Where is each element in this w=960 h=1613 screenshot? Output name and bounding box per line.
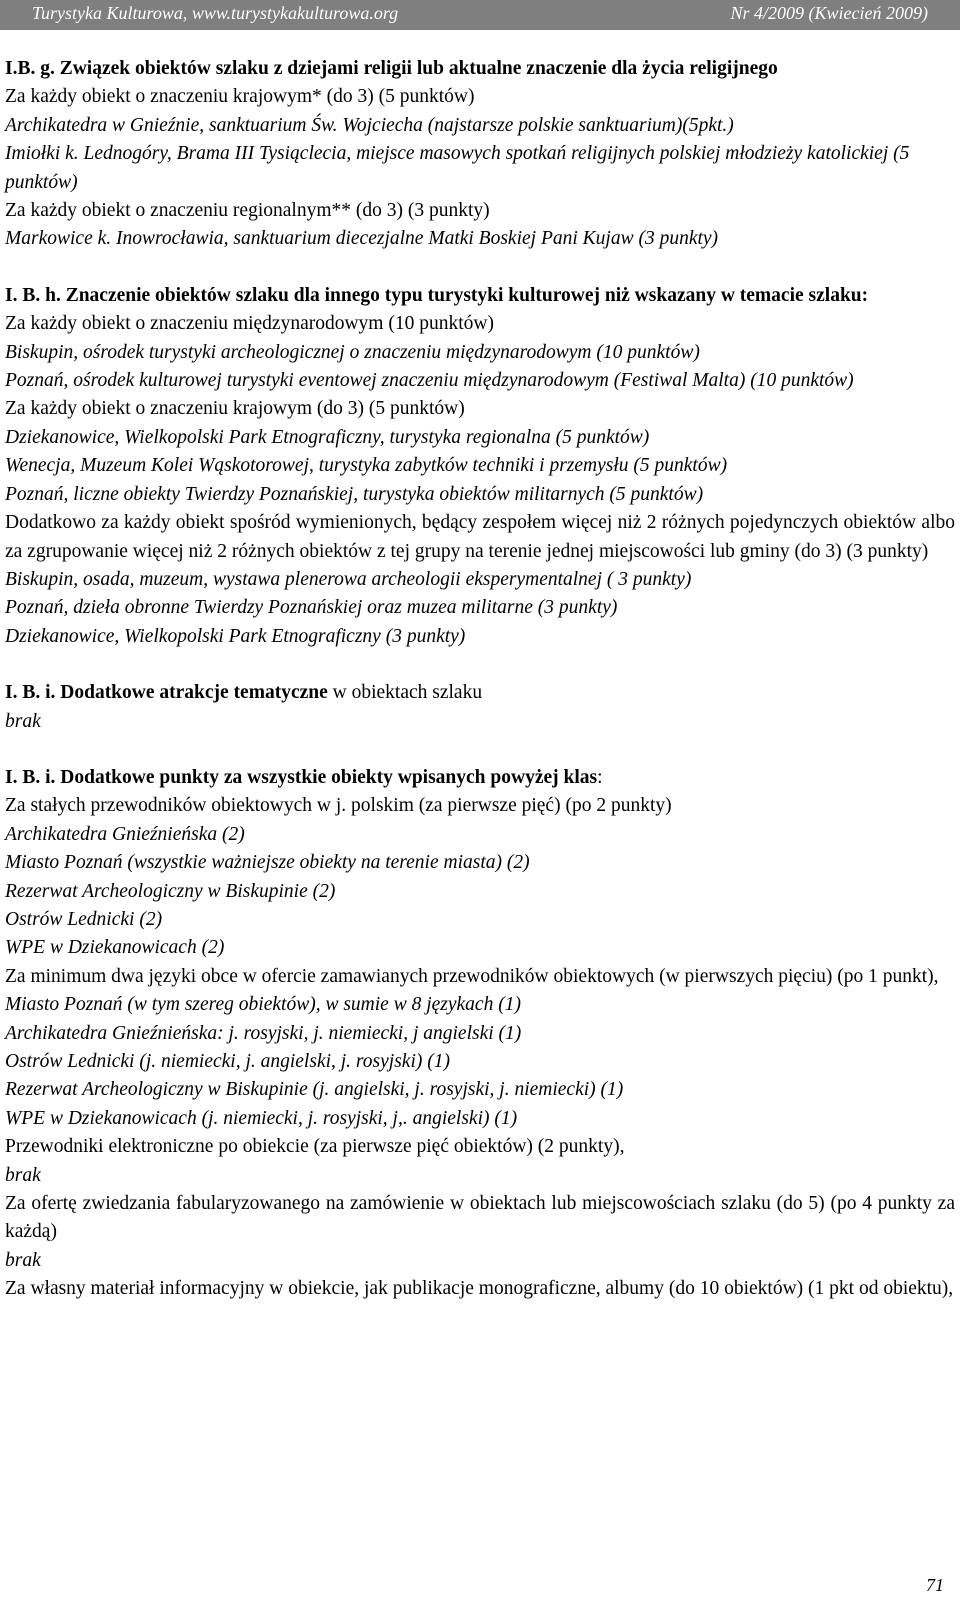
- example-line: Miasto Poznań (wszystkie ważniejsze obiekty na terenie miasta) (2): [5, 852, 530, 874]
- journal-title: Turystyka Kulturowa, www.turystykakulturowa.org: [32, 3, 399, 23]
- issue-number: Nr 4/2009 (Kwiecień 2009): [730, 3, 928, 23]
- example-line: Rezerwat Archeologiczny w Biskupinie (j. angielski, j. rosyjski, j. niemiecki) (1): [5, 1079, 624, 1101]
- example-line: Archikatedra w Gnieźnie, sanktuarium Św. Wojciecha (najstarsze polskie sanktuarium)(5pkt.): [5, 114, 734, 136]
- section-g-heading: I.B. g. Związek obiektów szlaku z dziejami religii lub aktualne znaczenie dla życia religijnego: [5, 58, 778, 79]
- criterion-line: Za stałych przewodników obiektowych w j. polskim (za pierwsze pięć) (po 2 punkty): [5, 795, 672, 817]
- section-h-heading: I. B. h. Znaczenie obiektów szlaku dla innego typu turystyki kulturowej niż wskazany w temacie szlaku:: [5, 284, 869, 306]
- example-line: brak: [5, 710, 41, 732]
- page-number: 71: [926, 1575, 944, 1595]
- example-line: Dziekanowice, Wielkopolski Park Etnograficzny (3 punkty): [5, 625, 466, 647]
- example-line: Poznań, ośrodek kulturowej turystyki eventowej znaczeniu międzynarodowym (Festiwal Malta) (10 punktów): [5, 370, 854, 392]
- running-header: [0, 0, 960, 30]
- criterion-line: Za każdy obiekt o znaczeniu krajowym* (do 3) (5 punktów): [5, 86, 475, 108]
- section-i-heading: [5, 679, 955, 707]
- criterion-line: Za ofertę zwiedzania fabularyzowanego na zamówienie w obiektach lub miejscowościach szlaku (do 5) (po 4 punkty za każdą): [5, 1193, 955, 1243]
- example-line: Poznań, liczne obiekty Twierdzy Poznańskiej, turystyka obiektów militarnych (5 punktów): [5, 483, 704, 505]
- section-i-heading-bold: I. B. i. Dodatkowe atrakcje tematyczne: [5, 682, 328, 704]
- example-line: Poznań, dzieła obronne Twierdzy Poznańskiej oraz muzea militarne (3 punkty): [5, 597, 618, 619]
- example-line: Dziekanowice, Wielkopolski Park Etnograficzny, turystyka regionalna (5 punktów): [5, 426, 650, 448]
- section-i2-heading: [5, 764, 955, 792]
- example-line: Biskupin, osada, muzeum, wystawa plenerowa archeologii eksperymentalnej ( 3 punkty): [5, 568, 692, 590]
- example-line: Archikatedra Gnieźnieńska: j. rosyjski, j. niemiecki, j angielski (1): [5, 1022, 522, 1044]
- criterion-line: Przewodniki elektroniczne po obiekcie (za pierwsze pięć obiektów) (2 punkty),: [5, 1136, 625, 1158]
- example-line: Biskupin, ośrodek turystyki archeologicznej o znaczeniu międzynarodowym (10 punktów): [5, 341, 700, 363]
- example-line: WPE w Dziekanowicach (j. niemiecki, j. rosyjski, j,. angielski) (1): [5, 1107, 518, 1129]
- section-i2-heading-bold: I. B. i. Dodatkowe punkty za wszystkie obiekty wpisanych powyżej klas: [5, 766, 598, 788]
- section-i-heading-rest: w obiektach szlaku: [327, 682, 483, 704]
- criterion-line: Dodatkowo za każdy obiekt spośród wymienionych, będący zespołem więcej niż 2 różnych pojedynczych obiektów albo za zgrupowanie więcej niż 2 różnych obiektów z tej grupy na terenie jednej miejscowości lub gminy (do 3) (3 punkty): [5, 512, 955, 562]
- criterion-line: Za każdy obiekt o znaczeniu międzynarodowym (10 punktów): [5, 313, 494, 335]
- example-line: Miasto Poznań (w tym szereg obiektów), w sumie w 8 językach (1): [5, 994, 521, 1016]
- example-line: Ostrów Lednicki (2): [5, 908, 163, 930]
- criterion-line: Za każdy obiekt o znaczeniu krajowym (do 3) (5 punktów): [5, 398, 465, 420]
- example-line: WPE w Dziekanowicach (2): [5, 937, 225, 959]
- example-line: Ostrów Lednicki (j. niemiecki, j. angielski, j. rosyjski) (1): [5, 1051, 450, 1072]
- section-i2-heading-colon: :: [597, 766, 603, 788]
- criterion-line: Za własny materiał informacyjny w obiekcie, jak publikacje monograficzne, albumy (do 10 obiektów) (1 pkt od obiektu),: [5, 1278, 954, 1300]
- criterion-line: Za minimum dwa języki obce w ofercie zamawianych przewodników obiektowych (w pierwszych pięciu) (po 1 punkt),: [5, 965, 939, 987]
- example-line: Markowice k. Inowrocławia, sanktuarium diecezjalne Matki Boskiej Pani Kujaw (3 punkty): [5, 228, 719, 250]
- example-line: Wenecja, Muzeum Kolei Wąskotorowej, turystyka zabytków techniki i przemysłu (5 punktów): [5, 455, 728, 477]
- example-line: Imiołki k. Lednogóry, Brama III Tysiąclecia, miejsce masowych spotkań religijnych polskiej młodzieży katolickiej (5 punktów): [5, 143, 910, 193]
- example-line: brak: [5, 1249, 41, 1271]
- example-line: brak: [5, 1164, 41, 1186]
- example-line: Rezerwat Archeologiczny w Biskupinie (2): [5, 880, 336, 902]
- criterion-line: Za każdy obiekt o znaczeniu regionalnym** (do 3) (3 punkty): [5, 200, 490, 222]
- document-body: [5, 55, 955, 1304]
- example-line: Archikatedra Gnieźnieńska (2): [5, 823, 245, 845]
